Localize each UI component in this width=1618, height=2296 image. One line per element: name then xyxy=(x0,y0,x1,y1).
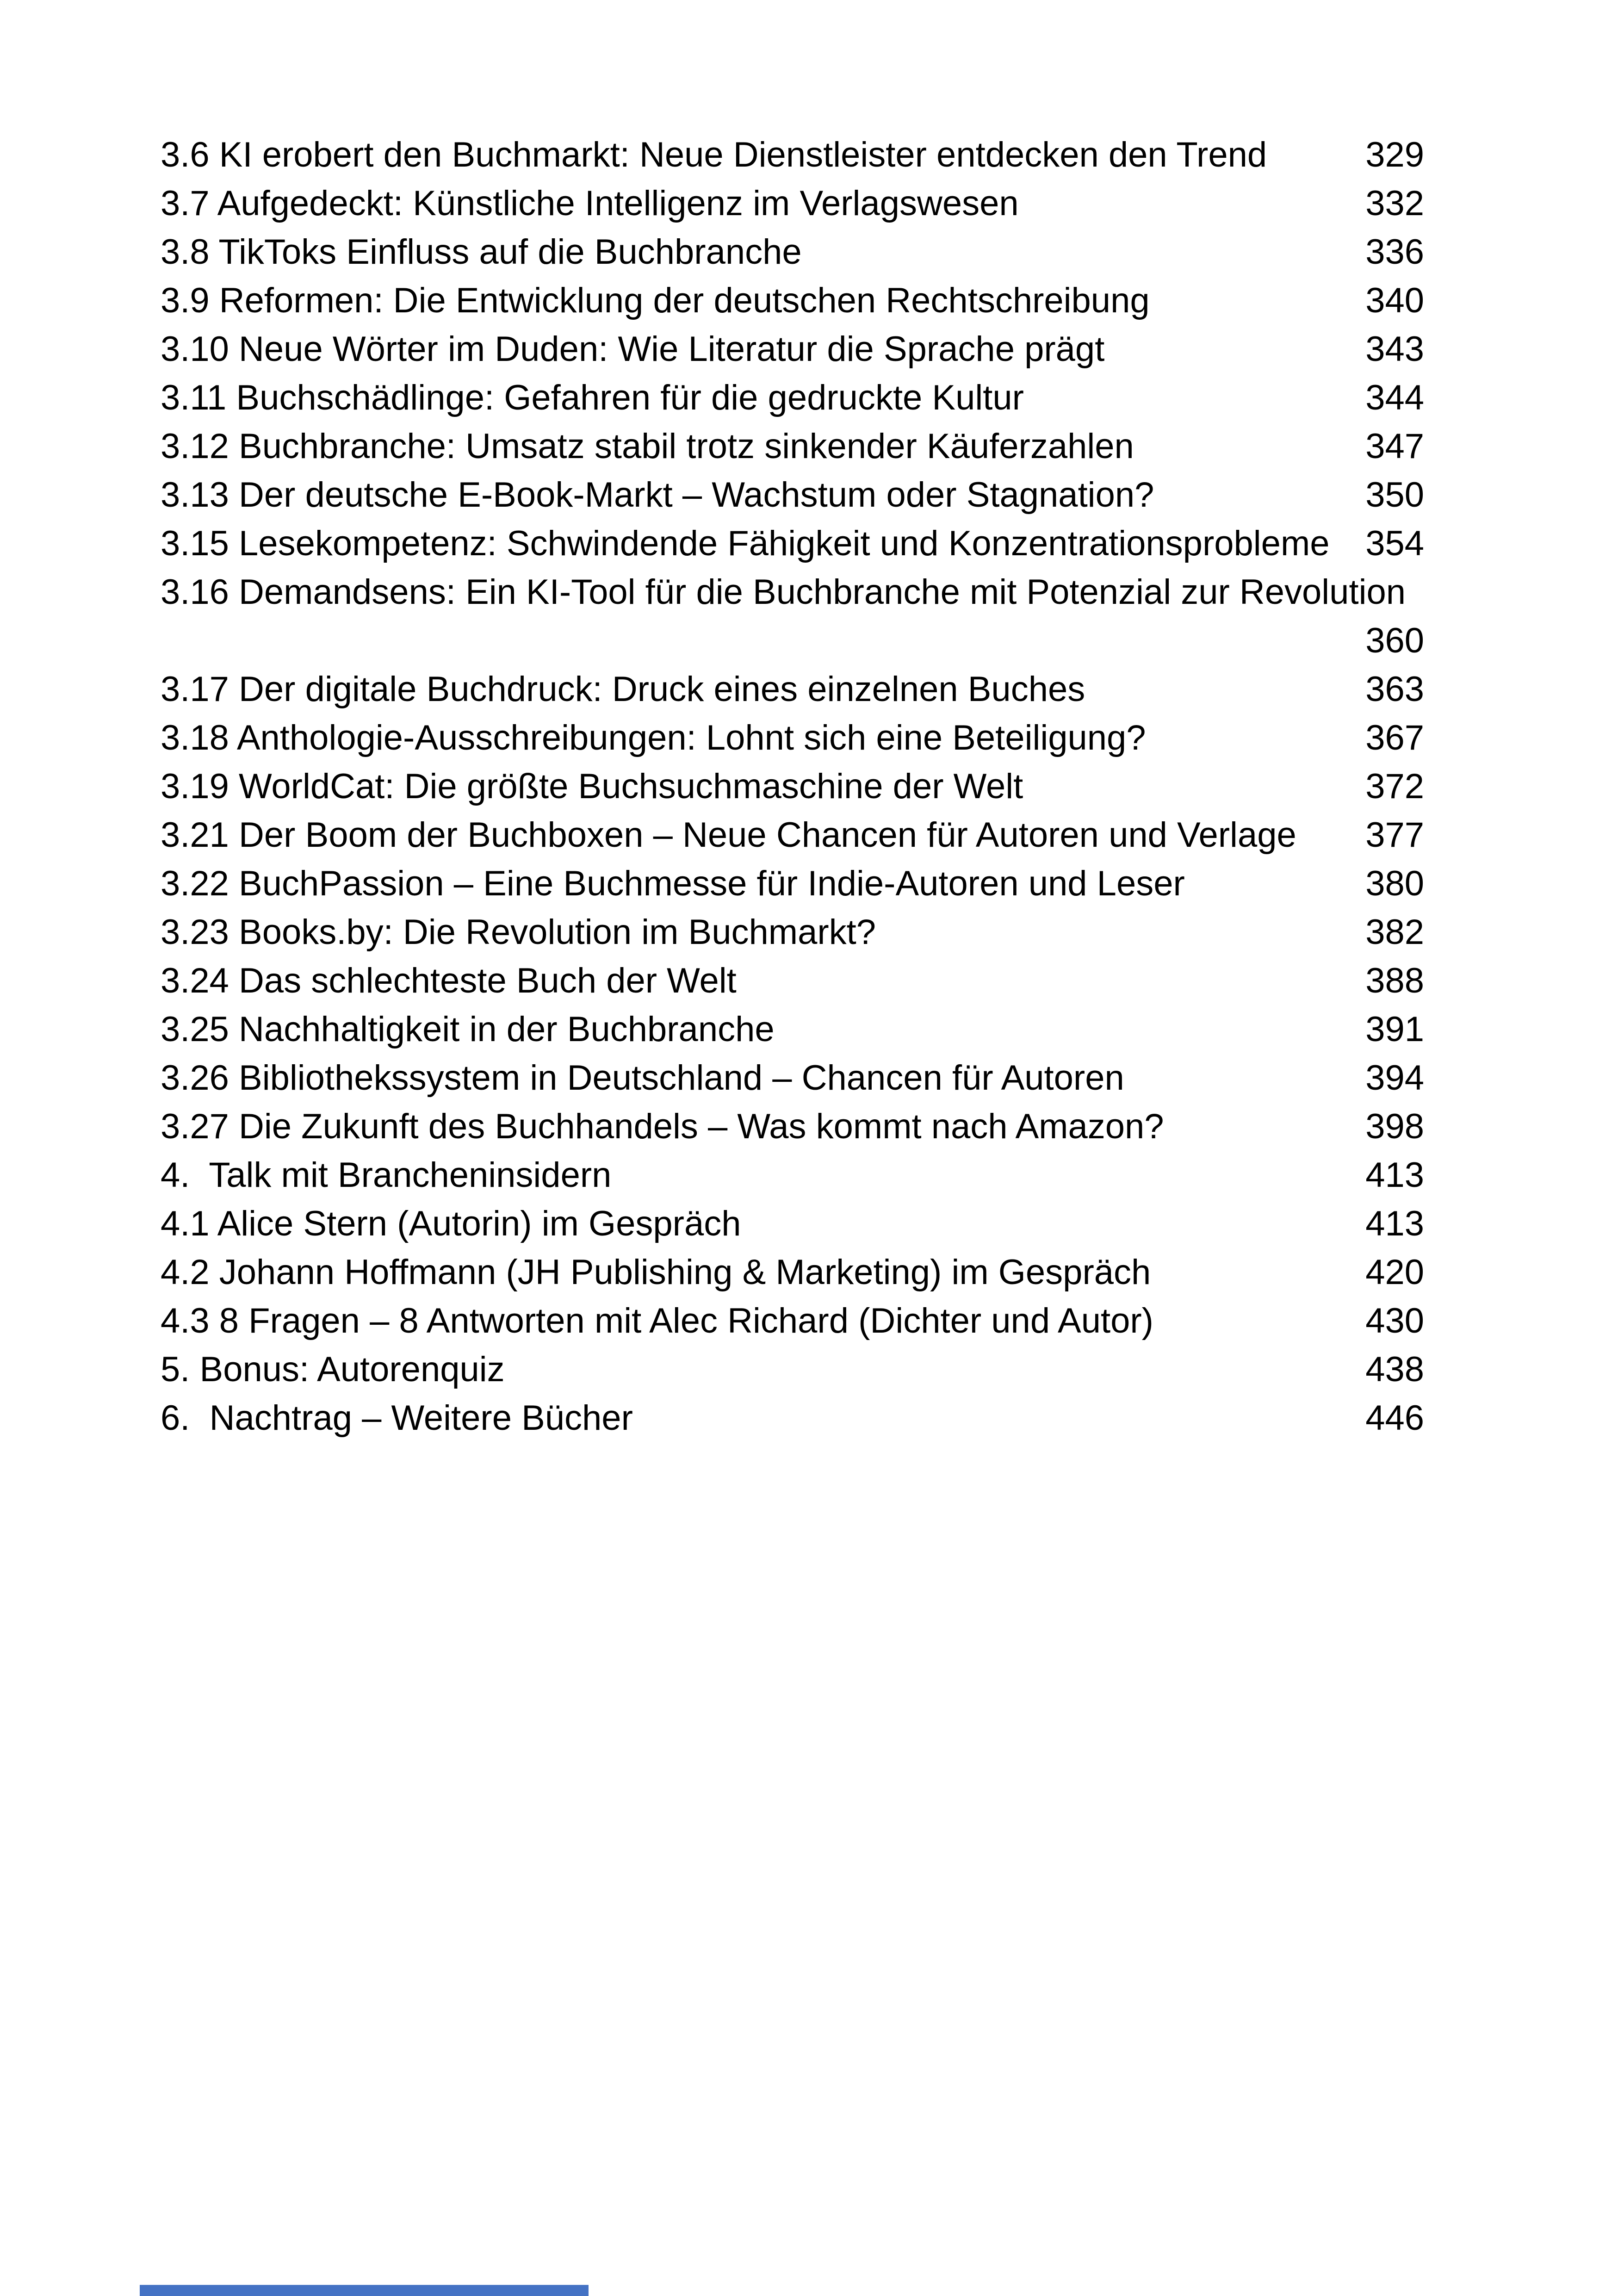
toc-entry-page-number: 354 xyxy=(1365,524,1424,563)
toc-entry-title: 3.23 Books.by: Die Revolution im Buchmarkt? xyxy=(161,912,876,952)
toc-entry-page-number: 394 xyxy=(1365,1058,1424,1098)
toc-entry-title: 3.11 Buchschädlinge: Gefahren für die gedruckte Kultur xyxy=(161,378,1024,417)
toc-row xyxy=(161,956,1424,1005)
toc-list xyxy=(161,130,1424,1442)
toc-entry-title: 3.12 Buchbranche: Umsatz stabil trotz sinkender Käuferzahlen xyxy=(161,427,1134,466)
toc-row xyxy=(161,276,1424,325)
toc-entry-page-number: 420 xyxy=(1365,1253,1424,1292)
toc-entry-title: 4.3 8 Fragen – 8 Antworten mit Alec Richard (Dichter und Autor) xyxy=(161,1301,1153,1340)
toc-entry-page-number: 340 xyxy=(1365,281,1424,320)
toc-entry-page-number: 388 xyxy=(1365,961,1424,1000)
toc-row xyxy=(161,908,1424,956)
toc-row xyxy=(161,130,1424,179)
toc-entry-title: 3.17 Der digitale Buchdruck: Druck eines einzelnen Buches xyxy=(161,670,1085,709)
toc-row xyxy=(161,811,1424,859)
toc-row xyxy=(161,1102,1424,1151)
toc-entry-page-number: 413 xyxy=(1365,1155,1424,1195)
bottom-blue-bar xyxy=(140,2285,589,2296)
toc-row xyxy=(161,762,1424,811)
toc-entry-page-number: 430 xyxy=(1365,1301,1424,1340)
toc-row xyxy=(161,325,1424,373)
toc-row xyxy=(161,1248,1424,1297)
toc-entry-page-number: 344 xyxy=(1365,378,1424,417)
toc-entry-title: 3.8 TikToks Einfluss auf die Buchbranche xyxy=(161,232,802,272)
toc-entry-page-number: 413 xyxy=(1365,1204,1424,1243)
toc-entry-page-number: 391 xyxy=(1365,1010,1424,1049)
toc-entry-title: 3.26 Bibliothekssystem in Deutschland – Chancen für Autoren xyxy=(161,1058,1124,1098)
toc-row xyxy=(161,373,1424,422)
toc-entry-title: 3.13 Der deutsche E-Book-Markt – Wachstum oder Stagnation? xyxy=(161,475,1154,515)
toc-row xyxy=(161,1394,1424,1442)
toc-entry-page-number: 343 xyxy=(1365,329,1424,369)
toc-entry-title: 3.16 Demandsens: Ein KI-Tool für die Buchbranche mit Potenzial zur Revolution xyxy=(161,572,1406,612)
toc-entry-page-number: 336 xyxy=(1365,232,1424,272)
toc-entry-title: 4.1 Alice Stern (Autorin) im Gespräch xyxy=(161,1204,741,1243)
toc-entry-title: 3.19 WorldCat: Die größte Buchsuchmaschine der Welt xyxy=(161,767,1023,806)
toc-entry-title: 6. Nachtrag – Weitere Bücher xyxy=(161,1398,633,1438)
toc-row xyxy=(161,471,1424,519)
toc-row xyxy=(161,616,1424,665)
toc-entry-title: 3.7 Aufgedeckt: Künstliche Intelligenz im Verlagswesen xyxy=(161,184,1019,223)
toc-entry-title: 3.15 Lesekompetenz: Schwindende Fähigkeit und Konzentrationsprobleme xyxy=(161,524,1330,563)
toc-row xyxy=(161,859,1424,908)
toc-entry-page-number: 372 xyxy=(1365,767,1424,806)
toc-entry-title: 4.2 Johann Hoffmann (JH Publishing & Marketing) im Gespräch xyxy=(161,1253,1151,1292)
toc-row xyxy=(161,1345,1424,1394)
toc-entry-page-number: 398 xyxy=(1365,1107,1424,1146)
toc-entry-title: 3.18 Anthologie-Ausschreibungen: Lohnt sich eine Beteiligung? xyxy=(161,718,1146,757)
toc-entry-page-number: 347 xyxy=(1365,427,1424,466)
toc-entry-title: 3.24 Das schlechteste Buch der Welt xyxy=(161,961,737,1000)
toc-row xyxy=(161,714,1424,762)
toc-entry-title: 3.10 Neue Wörter im Duden: Wie Literatur die Sprache prägt xyxy=(161,329,1105,369)
toc-row xyxy=(161,519,1424,568)
toc-entry-page-number: 380 xyxy=(1365,864,1424,903)
toc-entry-title: 5. Bonus: Autorenquiz xyxy=(161,1350,505,1389)
toc-entry-title: 3.21 Der Boom der Buchboxen – Neue Chancen für Autoren und Verlage xyxy=(161,815,1296,855)
toc-row xyxy=(161,179,1424,228)
toc-entry-page-number: 360 xyxy=(1365,621,1424,660)
toc-entry-page-number: 382 xyxy=(1365,912,1424,952)
toc-entry-page-number: 367 xyxy=(1365,718,1424,757)
toc-row xyxy=(161,1297,1424,1345)
toc-entry-page-number: 446 xyxy=(1365,1398,1424,1438)
toc-row xyxy=(161,1005,1424,1054)
toc-entry-title: 3.9 Reformen: Die Entwicklung der deutschen Rechtschreibung xyxy=(161,281,1150,320)
toc-entry-title: 3.27 Die Zukunft des Buchhandels – Was kommt nach Amazon? xyxy=(161,1107,1164,1146)
toc-row xyxy=(161,228,1424,276)
toc-entry-title: 4. Talk mit Brancheninsidern xyxy=(161,1155,612,1195)
toc-entry-title: 3.6 KI erobert den Buchmarkt: Neue Dienstleister entdecken den Trend xyxy=(161,135,1267,174)
toc-row xyxy=(161,1199,1424,1248)
toc-entry-page-number: 363 xyxy=(1365,670,1424,709)
toc-row xyxy=(161,665,1424,714)
toc-entry-page-number: 438 xyxy=(1365,1350,1424,1389)
toc-entry-title: 3.22 BuchPassion – Eine Buchmesse für Indie-Autoren und Leser xyxy=(161,864,1185,903)
toc-row xyxy=(161,1151,1424,1199)
toc-entry-page-number: 350 xyxy=(1365,475,1424,515)
toc-entry-title: 3.25 Nachhaltigkeit in der Buchbranche xyxy=(161,1010,775,1049)
toc-row xyxy=(161,422,1424,471)
toc-row xyxy=(161,568,1424,616)
toc-entry-page-number: 332 xyxy=(1365,184,1424,223)
toc-entry-page-number: 377 xyxy=(1365,815,1424,855)
toc-row xyxy=(161,1054,1424,1102)
toc-entry-page-number: 329 xyxy=(1365,135,1424,174)
